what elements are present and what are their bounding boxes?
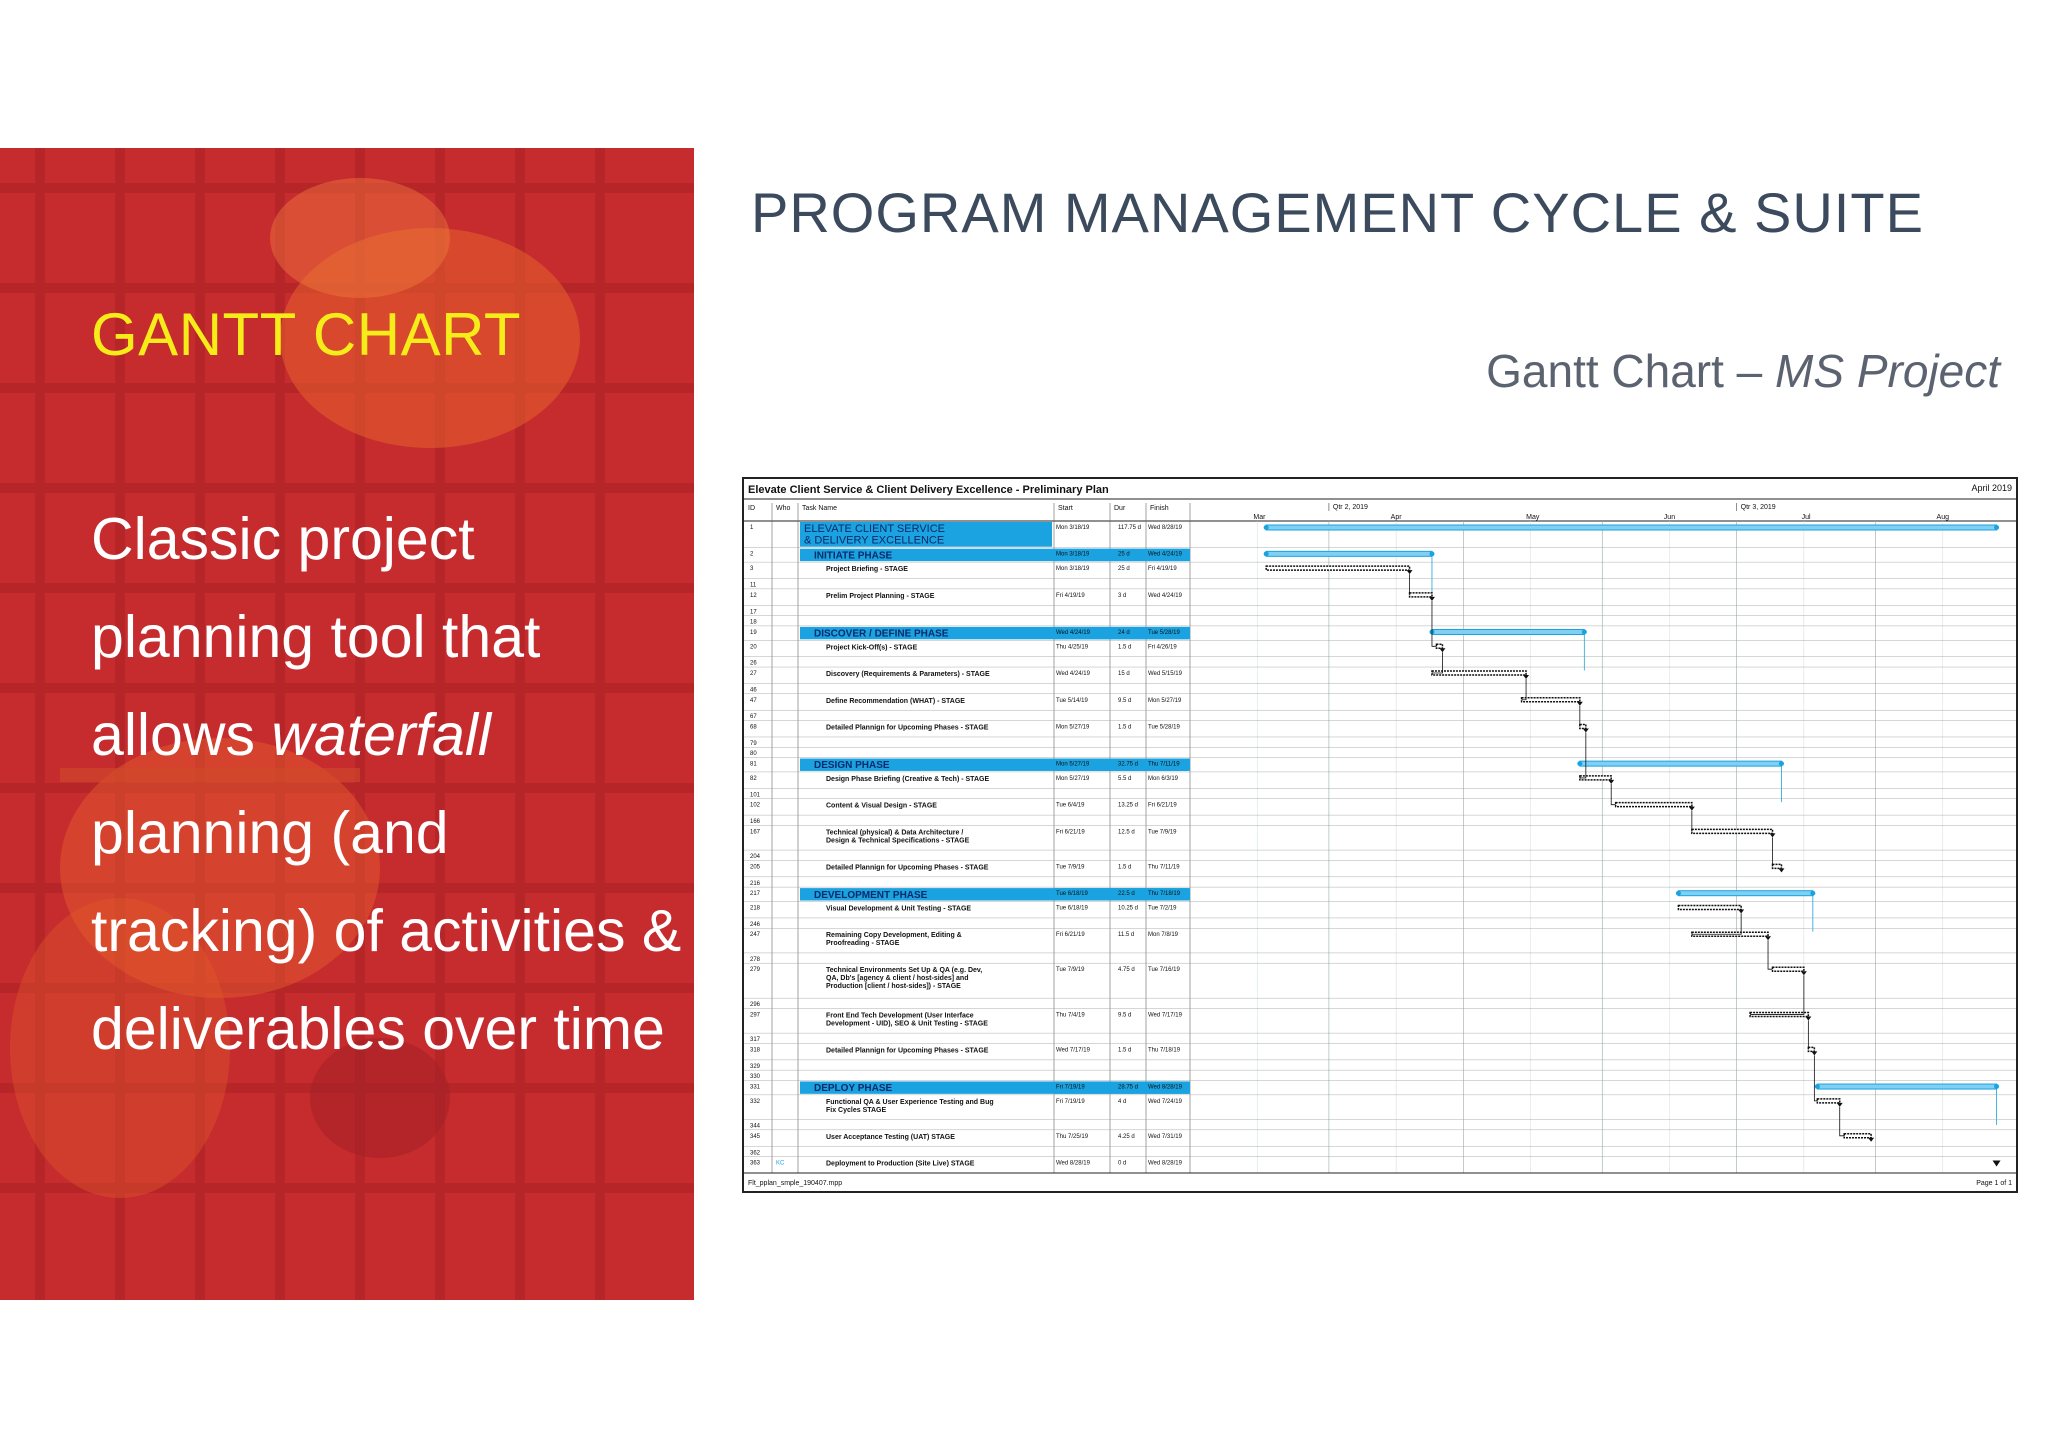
gantt-bar-endcap [1994,525,1999,530]
gantt-month-label: Mar [1253,514,1266,521]
gantt-task-duration: 5.5 d [1118,775,1132,782]
gantt-task-finish: Thu 7/18/19 [1148,1047,1181,1054]
gantt-footer-page: Page 1 of 1 [1976,1180,2012,1187]
gantt-row-id: 3 [750,566,754,573]
gantt-task-duration: 1.5 d [1118,644,1132,651]
gantt-task-name: Deployment to Production (Site Live) STAGE [826,1160,975,1168]
gantt-dependency-line [1432,601,1436,646]
gantt-task-start: Mon 3/18/19 [1056,525,1090,531]
gantt-task-start: Wed 4/24/19 [1056,671,1090,678]
gantt-row-id: 279 [750,967,761,974]
gantt-bar-endcap [1676,891,1681,896]
gantt-row-id: 167 [750,829,761,836]
gantt-row-id: 18 [750,619,757,626]
subtitle-emphasis: MS Project [1775,345,2000,397]
gantt-task-start: Fri 7/19/19 [1056,1084,1085,1091]
gantt-title: Elevate Client Service & Client Delivery Excellence - Preliminary Plan [748,484,1109,496]
gantt-bar-endcap [1407,570,1413,574]
gantt-row-id: 297 [750,1012,761,1019]
gantt-row-id: 12 [750,592,757,599]
gantt-row-id: 218 [750,905,761,912]
gantt-row-id: 330 [750,1074,761,1081]
gantt-row-id: 80 [750,751,757,758]
gantt-row-id: 317 [750,1037,761,1044]
gantt-task-finish: Wed 4/24/19 [1148,592,1182,599]
gantt-col-header-who: Who [776,505,791,512]
gantt-month-label: May [1526,514,1540,521]
gantt-task-start: Tue 6/4/19 [1056,802,1085,809]
gantt-task-name: Design Phase Briefing (Creative & Tech) - STAGE [826,775,990,783]
gantt-bar-endcap [1770,833,1776,837]
gantt-phase-bar [1266,525,1996,530]
gantt-milestone [1993,1161,2001,1167]
gantt-phase-bar [1678,891,1812,896]
gantt-row-id: 17 [750,609,757,616]
gantt-month-label: Aug [1936,514,1950,521]
gantt-task-duration: 9.5 d [1118,697,1132,704]
gantt-task-name: DISCOVER / DEFINE PHASE [814,628,949,640]
gantt-task-finish: Thu 7/11/19 [1148,761,1180,768]
gantt-bar-endcap [1815,1084,1820,1089]
gantt-task-finish: Fri 4/19/19 [1148,566,1177,573]
gantt-task-duration: 28.75 d [1118,1084,1139,1091]
gantt-task-bar [1773,967,1804,971]
gantt-task-finish: Wed 8/28/19 [1148,525,1182,531]
gantt-bar-endcap [1582,629,1587,634]
gantt-task-bar [1678,906,1741,910]
gantt-task-name: Define Recommendation (WHAT) - STAGE [826,697,965,705]
gantt-row-id: 102 [750,802,761,809]
gantt-row-id: 216 [750,880,761,887]
gantt-dependency-line [1768,940,1772,969]
gantt-task-start: Wed 4/24/19 [1056,629,1090,636]
gantt-row-id: 329 [750,1063,761,1070]
gantt-task-finish: Tue 7/2/19 [1148,905,1177,912]
gantt-task-name: Technical (physical) & Data Architecture / [826,829,964,837]
gantt-task-name: Detailed Plannign for Upcoming Phases - STAGE [826,864,989,872]
gantt-task-name: Remaining Copy Development, Editing & [826,932,962,940]
gantt-dependency-line [1580,733,1586,778]
gantt-task-name: Technical Environments Set Up & QA (e.g. Dev, [826,967,983,975]
gantt-task-bar [1266,566,1409,570]
gantt-row-id: 101 [750,792,761,799]
gantt-row-id: 363 [750,1160,761,1167]
gantt-row-id: 166 [750,819,761,826]
gantt-month-label: Jun [1663,514,1676,521]
gantt-row-id: 247 [750,932,761,939]
gantt-row-id: 46 [750,687,757,694]
gantt-task-finish: Wed 4/24/19 [1148,551,1182,558]
gantt-task-name: Discovery (Requirements & Parameters) - STAGE [826,671,990,679]
gantt-row-id: 331 [750,1084,761,1091]
gantt-bar-endcap [1738,910,1744,914]
gantt-task-duration: 4.75 d [1118,967,1135,974]
gantt-task-finish: Tue 5/28/19 [1148,629,1180,636]
gantt-chart [744,479,2016,1191]
gantt-task-finish: Wed 7/24/19 [1148,1098,1182,1105]
gantt-task-name: Detailed Plannign for Upcoming Phases - STAGE [826,724,989,732]
gantt-row-id: 27 [750,671,757,678]
subtitle-prefix: Gantt Chart – [1486,345,1776,397]
gantt-col-header-dur: Dur [1114,505,1126,512]
gantt-task-duration: 0 d [1118,1160,1127,1167]
gantt-task-name: Content & Visual Design - STAGE [826,802,937,810]
gantt-task-start: Mon 3/18/19 [1056,551,1090,558]
gantt-task-duration: 22.5 d [1118,891,1135,898]
gantt-row-id: 67 [750,714,757,721]
gantt-row-id: 318 [750,1047,761,1054]
gantt-col-header-finish: Finish [1150,505,1169,512]
gantt-task-finish: Mon 6/3/19 [1148,775,1179,782]
gantt-task-duration: 25 d [1118,551,1130,558]
gantt-quarter-label: Qtr 2, 2019 [1332,504,1368,511]
gantt-task-start: Thu 7/4/19 [1056,1012,1085,1019]
gantt-task-name: ELEVATE CLIENT SERVICE [804,523,946,536]
panel-body-text [91,490,691,1078]
gantt-bar-endcap [1778,868,1784,872]
gantt-bar-endcap [1583,729,1589,733]
gantt-task-start: Tue 6/18/19 [1056,891,1088,898]
gantt-bar-endcap [1608,780,1614,784]
gantt-quarter-label: Qtr 3, 2019 [1740,504,1776,511]
gantt-task-bar [1808,1047,1814,1051]
gantt-task-finish: Wed 7/17/19 [1148,1012,1182,1019]
gantt-task-bar [1410,593,1432,597]
gantt-footer-file: Flt_pplan_smple_190407.mpp [748,1180,843,1187]
gantt-bar-endcap [1523,675,1529,679]
gantt-bar-endcap [1811,1051,1817,1055]
gantt-task-name: Proofreading - STAGE [826,940,900,948]
gantt-task-duration: 10.25 d [1118,905,1139,912]
gantt-task-duration: 12.5 d [1118,829,1135,836]
gantt-task-duration: 4 d [1118,1098,1127,1105]
gantt-month-label: Jul [1801,514,1811,521]
left-panel [0,148,694,1300]
gantt-bar-endcap [1264,551,1269,556]
gantt-row-id: 79 [750,740,757,747]
gantt-dependency-line [1814,1055,1817,1100]
gantt-task-finish: Mon 7/8/19 [1148,932,1179,939]
gantt-row-id: 82 [750,775,757,782]
gantt-task-start: Mon 5/27/19 [1056,761,1090,768]
gantt-task-name: Project Briefing - STAGE [826,566,908,574]
gantt-month-label: Apr [1390,514,1402,521]
gantt-task-start: Fri 4/19/19 [1056,592,1085,599]
gantt-task-start: Fri 6/21/19 [1056,932,1085,939]
gantt-task-name: Design & Technical Specifications - STAGE [826,837,970,845]
gantt-task-duration: 15 d [1118,671,1130,678]
gantt-row-id: 20 [750,644,757,651]
gantt-task-start: Tue 6/18/19 [1056,905,1088,912]
gantt-bar-endcap [1779,761,1784,766]
gantt-row-id: 362 [750,1150,761,1157]
gantt-task-start: Tue 5/14/19 [1056,697,1088,704]
gantt-bar-endcap [1577,702,1583,706]
gantt-task-start: Tue 7/9/19 [1056,967,1085,974]
gantt-row-who: KC [776,1160,785,1167]
gantt-task-start: Mon 5/27/19 [1056,775,1090,782]
gantt-task-name: QA, Db's [agency & client / host-sides] and [826,975,969,983]
gantt-bar-endcap [1994,1084,1999,1089]
gantt-task-name: Prelim Project Planning - STAGE [826,592,935,600]
gantt-task-finish: Wed 8/28/19 [1148,1084,1182,1091]
gantt-task-finish: Thu 7/18/19 [1148,891,1181,898]
gantt-task-start: Fri 7/19/19 [1056,1098,1085,1105]
gantt-task-bar [1817,1099,1839,1103]
gantt-task-name: Project Kick-Off(s) - STAGE [826,644,918,652]
gantt-task-start: Tue 7/9/19 [1056,864,1085,871]
gantt-date: April 2019 [1971,483,2012,493]
panel-body-part2: planning (and tracking) of activities & deliverables over time [91,800,682,1062]
gantt-row-id: 344 [750,1123,761,1130]
gantt-task-duration: 1.5 d [1118,724,1132,731]
gantt-task-name: Production [client / host-sides]) - STAGE [826,983,961,991]
gantt-bar-endcap [1868,1138,1874,1142]
gantt-row-id: 19 [750,629,757,636]
gantt-task-duration: 9.5 d [1118,1012,1132,1019]
gantt-row-id: 47 [750,697,757,704]
slide-title: PROGRAM MANAGEMENT CYCLE & SUITE [751,181,1924,244]
gantt-dependency-line [1432,652,1442,673]
gantt-task-bar [1616,803,1692,807]
gantt-task-finish: Wed 8/28/19 [1148,1160,1182,1167]
slide-subtitle [1486,344,2000,398]
gantt-phase-bar [1432,629,1584,634]
gantt-task-name: Fix Cycles STAGE [826,1106,887,1114]
gantt-task-finish: Mon 5/27/19 [1148,697,1182,704]
gantt-task-finish: Wed 7/31/19 [1148,1133,1182,1140]
panel-heading: GANTT CHART [91,301,521,368]
gantt-phase-bar [1266,551,1432,556]
gantt-task-start: Thu 4/25/19 [1056,644,1089,651]
gantt-row-id: 68 [750,724,757,731]
gantt-row-id: 296 [750,1002,761,1009]
gantt-task-bar [1844,1134,1871,1138]
gantt-task-duration: 1.5 d [1118,864,1132,871]
gantt-phase-bar [1817,1084,1996,1089]
gantt-task-name: Functional QA & User Experience Testing and Bug [826,1098,994,1106]
gantt-task-finish: Fri 6/21/19 [1148,802,1177,809]
gantt-task-bar [1432,671,1526,675]
gantt-row-id: 278 [750,956,761,963]
gantt-task-start: Fri 6/21/19 [1056,829,1085,836]
gantt-bar-endcap [1429,597,1435,601]
gantt-task-duration: 11.5 d [1118,932,1135,939]
gantt-task-name: INITIATE PHASE [814,550,893,562]
gantt-row-id: 81 [750,761,757,768]
gantt-task-duration: 4.25 d [1118,1133,1135,1140]
gantt-task-name: Visual Development & Unit Testing - STAGE [826,905,972,913]
gantt-bar-endcap [1439,648,1445,652]
gantt-bar-endcap [1264,525,1269,530]
gantt-row-id: 345 [750,1133,761,1140]
gantt-col-header-start: Start [1058,505,1073,512]
gantt-bar-endcap [1577,761,1582,766]
gantt-task-duration: 3 d [1118,592,1127,599]
gantt-task-finish: Tue 7/16/19 [1148,967,1180,974]
gantt-dependency-line [1692,914,1741,935]
gantt-task-duration: 24 d [1118,629,1130,636]
gantt-dependency-line [1522,679,1526,700]
gantt-row-id: 11 [750,582,757,589]
gantt-task-start: Mon 3/18/19 [1056,566,1090,573]
gantt-task-finish: Tue 7/9/19 [1148,829,1177,836]
gantt-task-finish: Fri 4/26/19 [1148,644,1177,651]
gantt-chart-image [742,477,2018,1193]
gantt-bar-endcap [1765,936,1771,940]
gantt-task-start: Wed 7/17/19 [1056,1047,1090,1054]
gantt-task-finish: Tue 5/28/19 [1148,724,1180,731]
gantt-phase-bar [1580,761,1782,766]
gantt-task-finish: Thu 7/11/19 [1148,864,1180,871]
panel-body-emphasis: waterfall [271,702,492,768]
gantt-row-id: 204 [750,854,761,861]
gantt-task-name: User Acceptance Testing (UAT) STAGE [826,1133,955,1141]
gantt-task-name: DEVELOPMENT PHASE [814,889,928,901]
gantt-bar-endcap [1837,1103,1843,1107]
gantt-task-duration: 1.5 d [1118,1047,1132,1054]
gantt-row-id: 1 [750,525,754,531]
gantt-row-id: 205 [750,864,761,871]
gantt-task-bar [1580,725,1586,729]
gantt-bar-endcap [1810,891,1815,896]
gantt-row-id: 26 [750,660,757,667]
gantt-row-id: 246 [750,921,761,928]
gantt-task-bar [1522,698,1580,702]
gantt-row-id: 2 [750,551,754,558]
gantt-bar-endcap [1801,971,1807,975]
gantt-col-header-id: ID [748,505,755,512]
panel-body-part1: Classic project planning tool that allows [91,506,541,768]
gantt-col-header-name: Task Name [802,505,838,512]
gantt-task-start: Mon 5/27/19 [1056,724,1090,731]
gantt-task-start: Wed 8/28/19 [1056,1160,1090,1167]
gantt-task-duration: 32.75 d [1118,761,1139,768]
gantt-task-bar [1692,829,1773,833]
gantt-row-id: 332 [750,1098,761,1105]
gantt-task-name: & DELIVERY EXCELLENCE [804,534,945,547]
gantt-row-id: 217 [750,891,761,898]
gantt-bar-endcap [1805,1016,1811,1020]
gantt-task-bar [1773,864,1782,868]
gantt-task-start: Thu 7/25/19 [1056,1133,1089,1140]
gantt-bar-endcap [1429,551,1434,556]
gantt-task-duration: 117.75 d [1118,525,1141,531]
gantt-task-name: Detailed Plannign for Upcoming Phases - STAGE [826,1047,989,1055]
gantt-task-finish: Wed 5/15/19 [1148,671,1182,678]
gantt-bar-endcap [1689,807,1695,811]
gantt-task-duration: 13.25 d [1118,802,1139,809]
gantt-dependency-line [1840,1107,1844,1136]
gantt-dependency-line [1611,784,1615,805]
gantt-task-bar [1436,644,1442,648]
gantt-task-name: DEPLOY PHASE [814,1083,893,1095]
gantt-task-name: DESIGN PHASE [814,760,890,772]
gantt-task-name: Front End Tech Development (User Interface [826,1012,974,1020]
gantt-task-duration: 25 d [1118,566,1130,573]
gantt-task-name: Development - UID), SEO & Unit Testing - STAGE [826,1020,988,1028]
